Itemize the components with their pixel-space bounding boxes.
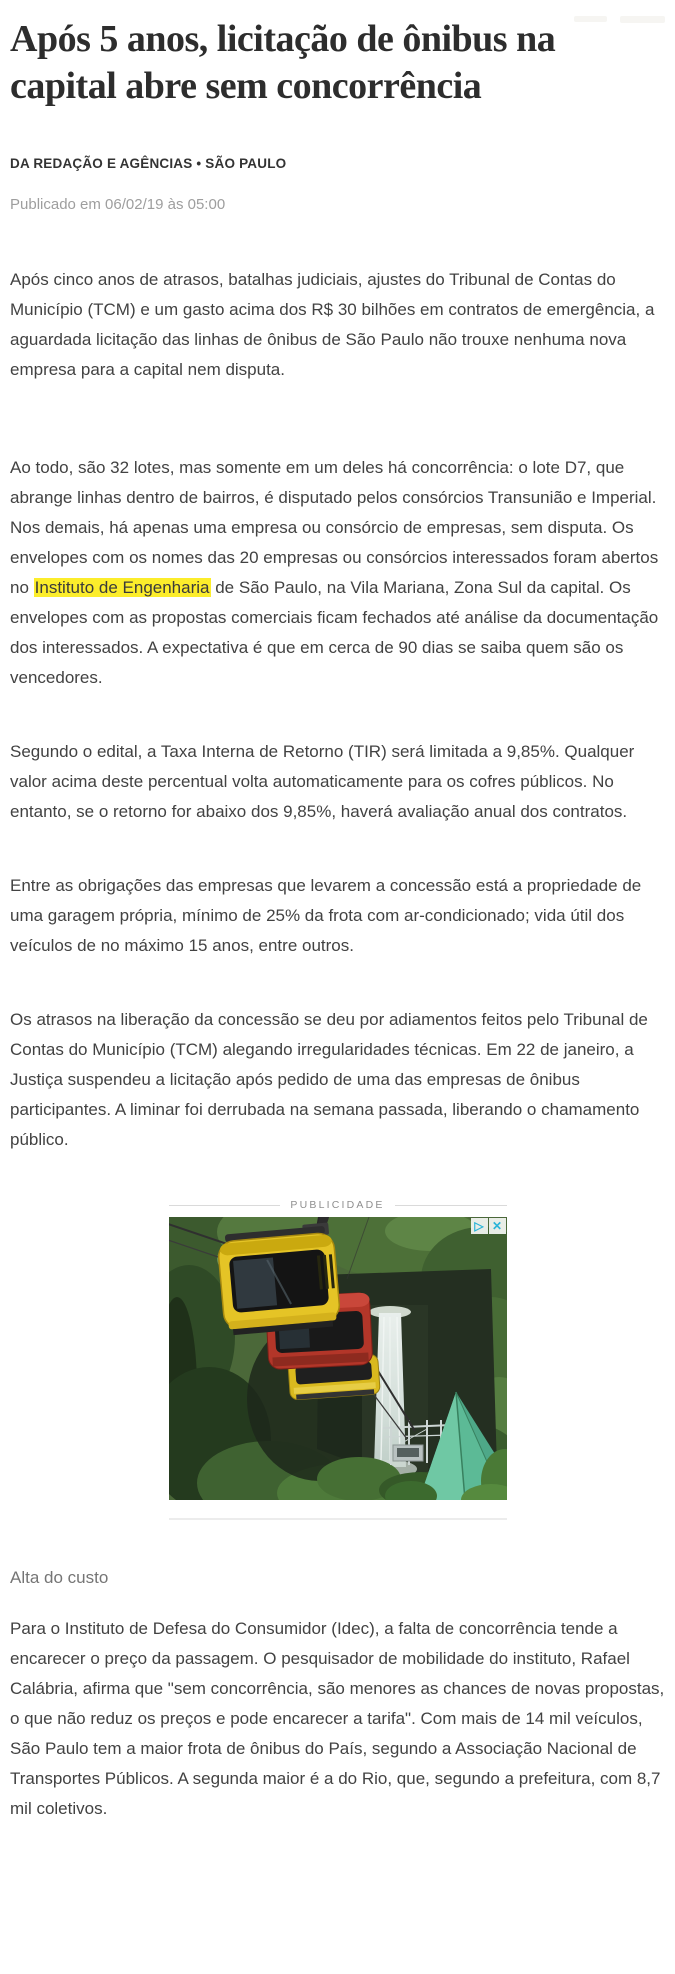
ad-controls (470, 1218, 506, 1234)
publicidade-divider (169, 1199, 507, 1211)
divider-line (169, 1205, 281, 1206)
ad-close-icon[interactable]: ✕ (489, 1218, 506, 1234)
ad-banner[interactable] (169, 1217, 507, 1500)
ad-image-cablecars-waterfall-icon[interactable] (169, 1217, 507, 1500)
article-byline: DA REDAÇÃO E AGÊNCIAS • SÃO PAULO (10, 156, 287, 171)
highlighted-link-instituto-de-engenharia[interactable]: Instituto de Engenharia (34, 578, 210, 597)
article-paragraph (10, 453, 665, 693)
ad-section (10, 1199, 665, 1520)
article-title: Após 5 anos, licitação de ônibus na capital abre sem concorrência (10, 18, 556, 107)
divider-line (395, 1205, 507, 1206)
cropped-share-button[interactable] (620, 16, 665, 23)
cropped-share-button[interactable] (574, 16, 607, 22)
article (0, 16, 675, 1824)
article-paragraph: Após cinco anos de atrasos, batalhas judiciais, ajustes do Tribunal de Contas do Município (TCM) e um gasto acima dos R$ 30 bilhões em contratos de emergência, a aguardada licitação das linhas de ônibus de São Paulo não trouxe nenhuma nova empresa para a capital nem disputa. (10, 270, 655, 379)
publicidade-label: PUBLICIDADE (290, 1199, 385, 1211)
paragraph-text: de São Paulo, na Vila Mariana, Zona Sul da capital. Os envelopes com as propostas comerciais ficam fechados até análise da documentação dos interessados. A expectativa é que em cerca de 90 dias se saiba quem são os vencedores. (10, 578, 659, 687)
publish-date: Publicado em 06/02/19 às 05:00 (10, 196, 226, 213)
paragraph-text: Ao todo, são 32 lotes, mas somente em um deles há concorrência: o lote D7, que abrange linhas dentro de bairros, é disputado pelos consórcios Transunião e Imperial. Nos demais, há apenas uma empresa ou consórcio de empresas, sem disputa. Os envelopes com os nomes das 20 empresas ou consórcios interessados foram abertos no (10, 458, 659, 597)
article-paragraph: Os atrasos na liberação da concessão se deu por adiamentos feitos pelo Tribunal de Contas do Município (TCM) alegando irregularidades técnicas. Em 22 de janeiro, a Justiça suspendeu a licitação após pedido de uma das empresas de ônibus participantes. A liminar foi derrubada na semana passada, liberando o chamamento público. (10, 1010, 648, 1149)
article-paragraph: Segundo o edital, a Taxa Interna de Retorno (TIR) será limitada a 9,85%. Qualquer valor acima deste percentual volta automaticamente para os cofres públicos. No entanto, se o retorno for abaixo dos 9,85%, haverá avaliação anual dos contratos. (10, 742, 635, 821)
adchoices-icon[interactable]: ▷ (471, 1218, 488, 1234)
article-paragraph: Entre as obrigações das empresas que levarem a concessão está a propriedade de uma garagem própria, mínimo de 25% da frota com ar-condicionado; vida útil dos veículos de no máximo 15 anos, entre outros. (10, 876, 642, 955)
article-paragraph: Para o Instituto de Defesa do Consumidor (Idec), a falta de concorrência tende a encarecer o preço da passagem. O pesquisador de mobilidade do instituto, Rafael Calábria, afirma que "sem concorrência, são menores as chances de novas propostas, o que não reduz os preços e pode encarecer a tarifa". Com mais de 14 mil veículos, São Paulo tem a maior frota de ônibus do País, segundo a Associação Nacional de Transportes Públicos. A segunda maior é a do Rio, que, segundo a prefeitura, com 8,7 mil coletivos. (10, 1619, 665, 1818)
section-subheading: Alta do custo (10, 1568, 109, 1587)
ad-bottom-divider (169, 1518, 507, 1520)
